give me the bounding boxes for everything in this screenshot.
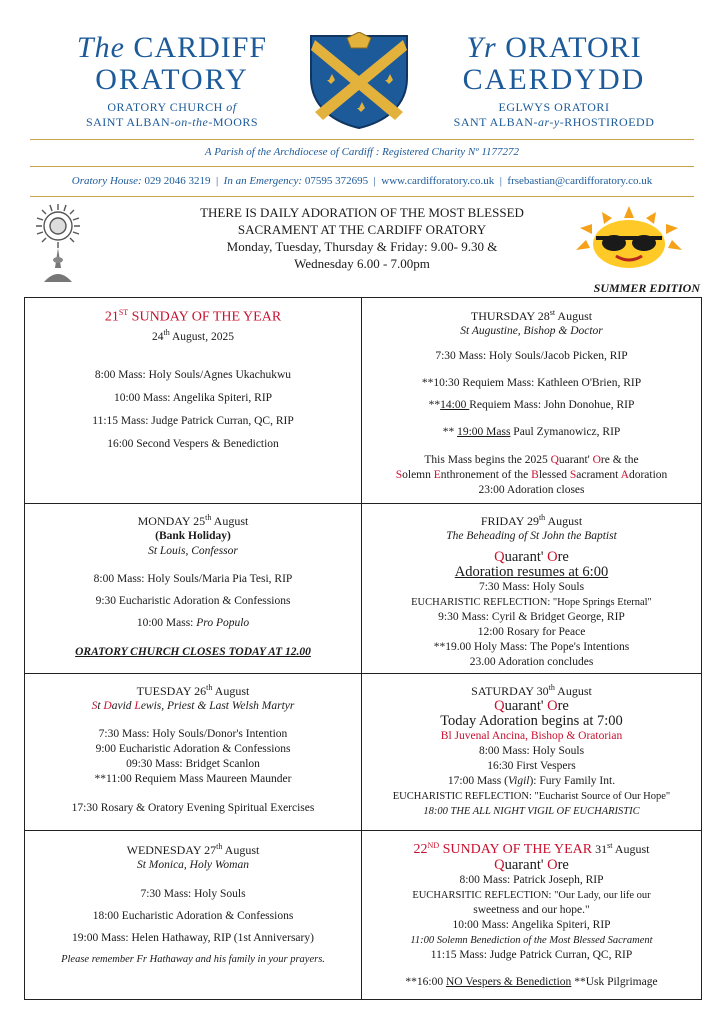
list-item: 10:00 Mass: Pro Populo bbox=[136, 617, 250, 629]
saint-of-day: St Louis, Confessor bbox=[148, 545, 238, 557]
day-heading: TUESDAY 26th August bbox=[136, 683, 250, 698]
welsh-church-line2: SANT ALBAN-ar-y-RHOSTIROEDD bbox=[453, 115, 655, 129]
divider bbox=[30, 139, 694, 140]
list-item: 9:30 Eucharistic Adoration & Confessions bbox=[95, 595, 291, 607]
contact-info: Oratory House: 029 2046 3219 | In an Emergency: 07595 372695 | www.cardifforatory.co.uk | frsebastian@cardifforatory.co.uk bbox=[71, 175, 653, 187]
church-name-line2: SAINT ALBAN-on-the-MOORS bbox=[85, 115, 259, 129]
list-item: 23.00 Adoration concludes bbox=[469, 656, 594, 668]
welsh-church-line1: EGLWYS ORATORI bbox=[498, 100, 610, 114]
divider bbox=[30, 196, 694, 197]
list-item: 7:30 Mass: Holy Souls/Donor's Intention bbox=[98, 728, 288, 740]
schedule-thursday bbox=[362, 298, 701, 504]
saint-of-day: St Monica, Holy Woman bbox=[136, 859, 249, 871]
list-item: 10:00 Mass: Angelika Spiteri, RIP bbox=[452, 918, 611, 931]
eucharistic-reflection: EUCHARISTIC REFLECTION: "Eucharist Source of Our Hope" bbox=[392, 791, 671, 802]
schedule-tuesday bbox=[25, 674, 362, 831]
list-item: 9:30 Mass: Cyril & Bridget George, RIP bbox=[438, 611, 625, 623]
parish-info: A Parish of the Archdiocese of Cardiff : Registered Charity Nº 1177272 bbox=[204, 146, 520, 158]
oratory-house-phone[interactable]: 029 2046 3219 bbox=[141, 175, 211, 187]
list-item: 8:00 Mass: Holy Souls/Agnes Ukachukwu bbox=[94, 369, 292, 382]
email-link[interactable]: frsebastian@cardifforatory.co.uk bbox=[507, 175, 653, 187]
title-the: The bbox=[76, 31, 125, 64]
schedule-saturday bbox=[362, 674, 701, 831]
schedule-monday bbox=[25, 504, 362, 674]
eucharistic-reflection-cont: sweetness and our hope." bbox=[473, 903, 590, 916]
masthead bbox=[0, 0, 724, 140]
list-item: 11:15 Mass: Judge Patrick Curran, QC, RIP bbox=[92, 415, 294, 428]
list-item: 8:00 Mass: Holy Souls/Maria Pia Tesi, RIP bbox=[93, 573, 293, 585]
schedule-wednesday bbox=[25, 831, 362, 999]
list-item: 10:00 Mass: Angelika Spiteri, RIP bbox=[113, 392, 273, 405]
sunday-title: 22ND SUNDAY OF THE YEAR 31st August bbox=[413, 841, 650, 857]
schedule-friday bbox=[362, 504, 701, 674]
enthronement-note: Solemn Enthronement of the Blessed Sacrament Adoration bbox=[395, 469, 668, 481]
list-item: ** 19:00 Mass Paul Zymanowicz, RIP bbox=[442, 426, 621, 438]
list-item: 12:00 Rosary for Peace bbox=[477, 626, 586, 638]
list-item: **14:00 Requiem Mass: John Donohue, RIP bbox=[428, 399, 635, 411]
list-item: 7:30 Mass: Holy Souls bbox=[140, 888, 246, 900]
title-caerdydd: CAERDYDD bbox=[462, 63, 646, 96]
saint-of-day: St Augustine, Bishop & Doctor bbox=[460, 325, 603, 337]
list-item: 7:30 Mass: Holy Souls/Jacob Picken, RIP bbox=[435, 350, 628, 362]
list-item: 19:00 Mass: Helen Hathaway, RIP (1st Anniversary) bbox=[72, 932, 314, 944]
saint-of-day: Bl Juvenal Ancina, Bishop & Oratorian bbox=[440, 730, 623, 742]
adoration-begins: Today Adoration begins at 7:00 bbox=[440, 713, 623, 729]
eucharistic-reflection: EUCHARISTIC REFLECTION: "Hope Springs Eternal" bbox=[411, 597, 652, 608]
list-item: **10:30 Requiem Mass: Kathleen O'Brien, RIP bbox=[421, 377, 642, 389]
list-item: 7:30 Mass: Holy Souls bbox=[478, 581, 585, 593]
quarant-ore-heading: Quarant' Ore bbox=[494, 698, 569, 714]
emergency-phone[interactable]: 07595 372695 bbox=[302, 175, 369, 187]
quarant-ore-heading: Quarant' Ore bbox=[494, 549, 569, 565]
vespers-notice: **16:00 NO Vespers & Benediction **Usk Pilgrimage bbox=[405, 975, 658, 988]
all-night-vigil: 18:00 THE ALL NIGHT VIGIL OF EUCHARISTIC bbox=[423, 806, 640, 817]
sunday-date: 24th August, 2025 bbox=[152, 327, 234, 343]
list-item: **11:00 Requiem Mass Maureen Maunder bbox=[94, 773, 292, 785]
day-heading: SATURDAY 30th August bbox=[471, 683, 592, 698]
list-item: 16:00 Second Vespers & Benediction bbox=[107, 438, 279, 451]
day-heading: THURSDAY 28st August bbox=[470, 308, 593, 323]
bank-holiday-label: (Bank Holiday) bbox=[155, 530, 231, 542]
list-item: 17:00 Mass (Vigil): Fury Family Int. bbox=[447, 775, 616, 787]
sun-with-sunglasses-icon bbox=[574, 206, 684, 270]
church-closes-notice: ORATORY CHURCH CLOSES TODAY AT 12.00 bbox=[75, 646, 311, 658]
saint-of-day: St David Lewis, Priest & Last Welsh Martyr bbox=[91, 700, 295, 712]
list-item: 23:00 Adoration closes bbox=[478, 484, 585, 496]
prayer-request: Please remember Fr Hathaway and his family in your prayers. bbox=[61, 954, 325, 965]
day-heading: WEDNESDAY 27th August bbox=[126, 842, 260, 857]
day-heading: FRIDAY 29th August bbox=[480, 513, 583, 528]
list-item: 8:00 Mass: Patrick Joseph, RIP bbox=[459, 873, 604, 886]
edition-label: SUMMER EDITION bbox=[593, 281, 700, 295]
divider bbox=[30, 166, 694, 167]
list-item: **19.00 Holy Mass: The Pope's Intentions bbox=[433, 641, 630, 653]
sunday-title: 21ST SUNDAY OF THE YEAR bbox=[104, 308, 282, 325]
english-title-block bbox=[52, 32, 292, 130]
list-item: 16:30 First Vespers bbox=[487, 760, 576, 772]
eucharistic-reflection: EUCHARSITIC REFLECTION: "Our Lady, our life our bbox=[412, 889, 651, 901]
adoration-notice: THERE IS DAILY ADORATION OF THE MOST BLESSED SACRAMENT AT THE CARDIFF ORATORY Monday, Tuesday, Thursday & Friday: 9.00- 9.30 & Wednesday 6.00 - 7.00pm bbox=[200, 205, 524, 271]
emergency-label: In an Emergency: bbox=[223, 175, 303, 187]
day-heading: MONDAY 25th August bbox=[137, 513, 249, 528]
solemn-benediction: 11:00 Solemn Benediction of the Most Blessed Sacrament bbox=[410, 934, 653, 946]
list-item: 11:15 Mass: Judge Patrick Curran, QC, RIP bbox=[430, 948, 633, 961]
monstrance-icon bbox=[32, 202, 84, 286]
saint-of-day: The Beheading of St John the Baptist bbox=[446, 530, 617, 542]
weekly-schedule bbox=[24, 297, 702, 1000]
list-item: 17:30 Rosary & Oratory Evening Spiritual Exercises bbox=[71, 802, 315, 814]
quarant-ore-note: This Mass begins the 2025 Quarant' Ore & the bbox=[424, 454, 639, 466]
schedule-sunday-21 bbox=[25, 298, 362, 504]
schedule-sunday-22 bbox=[362, 831, 701, 999]
list-item: 18:00 Eucharistic Adoration & Confessions bbox=[92, 910, 294, 922]
title-oratori: ORATORI bbox=[505, 31, 642, 64]
quarant-ore-heading: Quarant' Ore bbox=[494, 856, 569, 873]
church-name-line1: ORATORY CHURCH of bbox=[107, 100, 237, 114]
oratory-house-label: Oratory House: bbox=[71, 175, 142, 187]
coat-of-arms-icon bbox=[307, 32, 411, 130]
title-oratory: ORATORY bbox=[95, 63, 249, 96]
adoration-resumes: Adoration resumes at 6:00 bbox=[454, 564, 609, 580]
title-cardiff: CARDIFF bbox=[133, 31, 268, 64]
title-yr: Yr bbox=[466, 31, 497, 64]
website-link[interactable]: www.cardifforatory.co.uk bbox=[381, 175, 495, 187]
list-item: 8:00 Mass: Holy Souls bbox=[478, 745, 585, 757]
welsh-title-block bbox=[428, 32, 680, 130]
list-item: 9:00 Eucharistic Adoration & Confessions bbox=[95, 743, 291, 755]
list-item: 09:30 Mass: Bridget Scanlon bbox=[126, 758, 260, 770]
